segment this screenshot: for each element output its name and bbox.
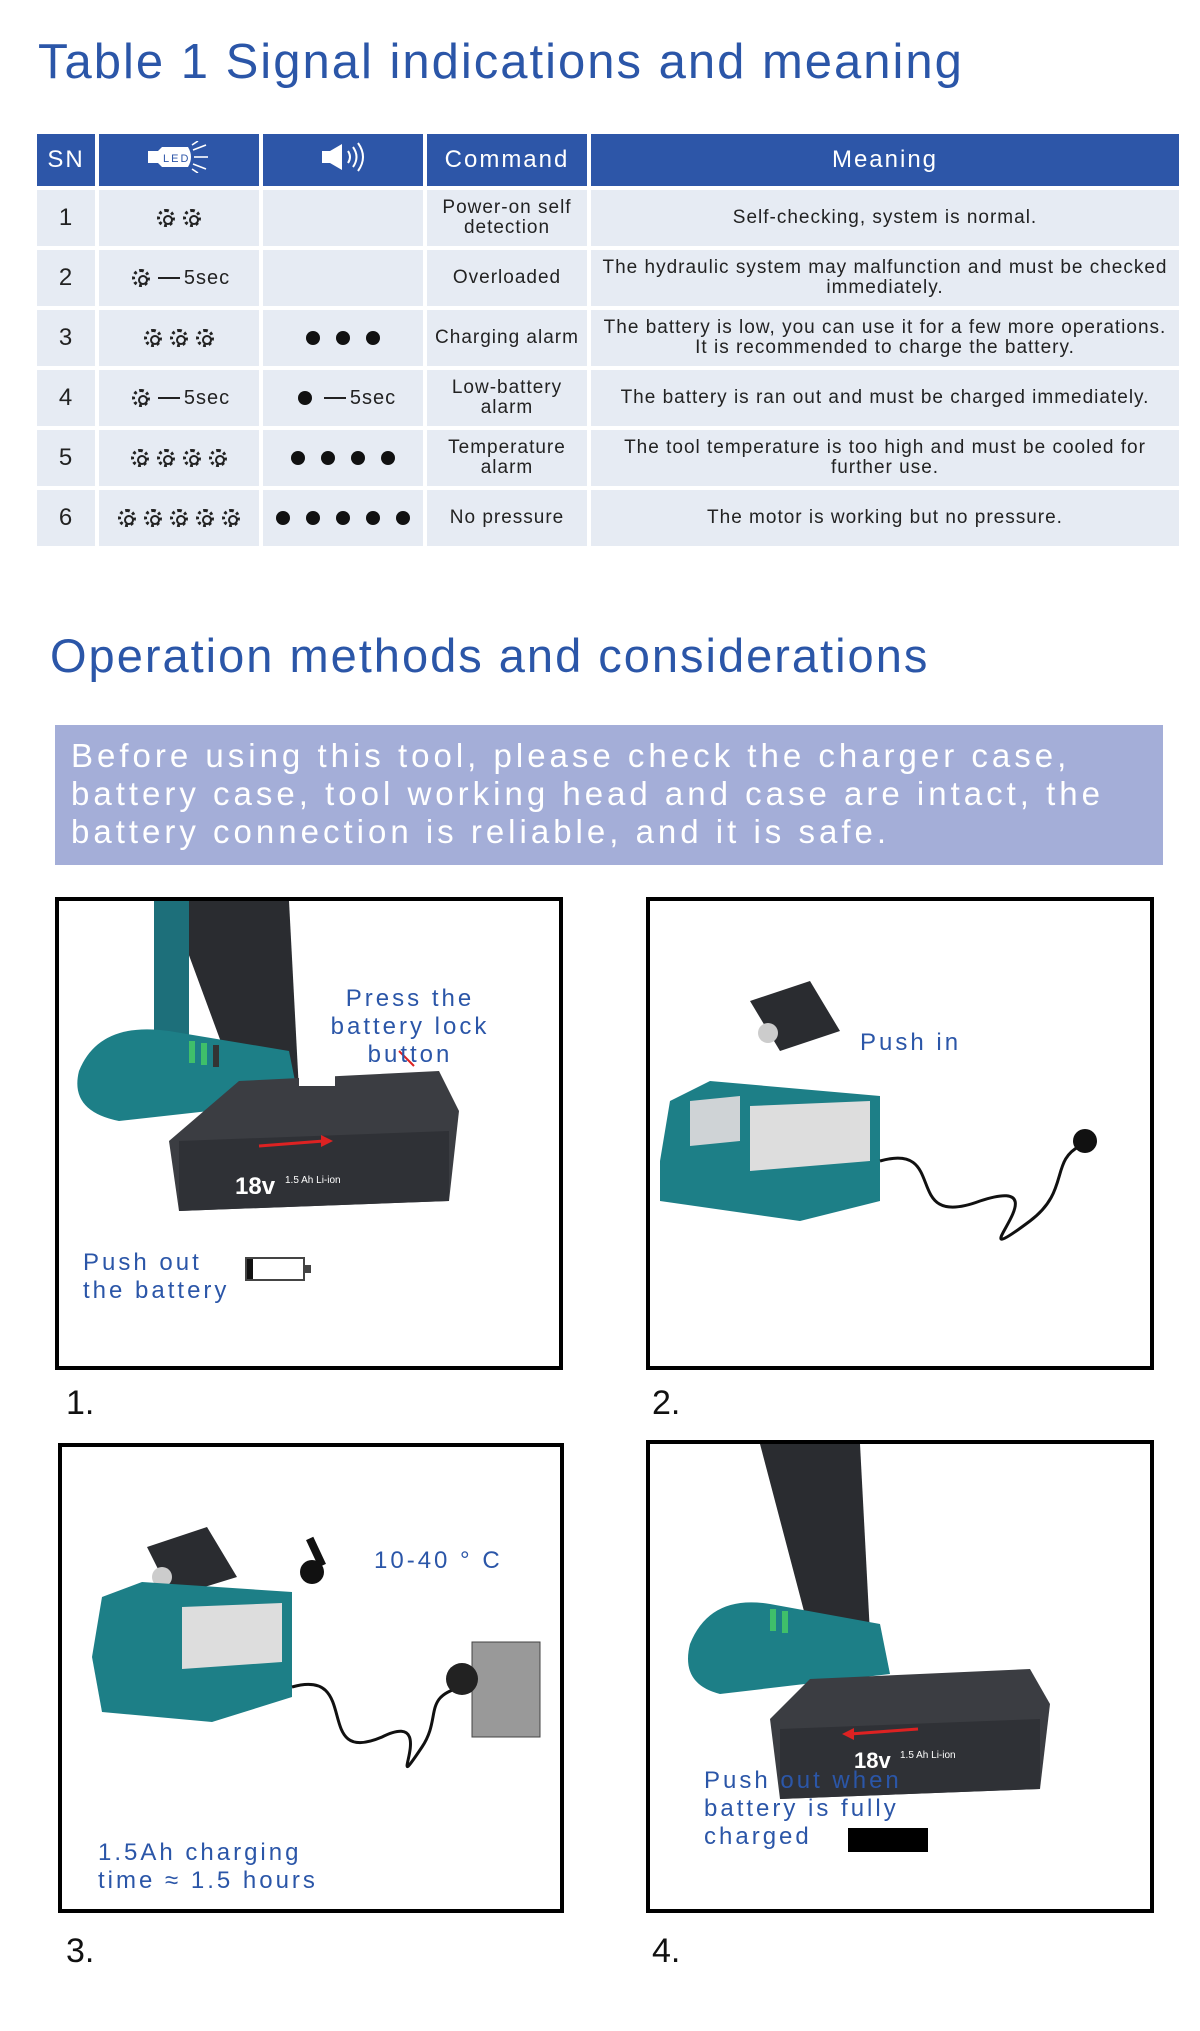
beep-dot-icon (291, 451, 305, 465)
beep-dot-icon (336, 511, 350, 525)
row-sn: 3 (37, 310, 95, 366)
led-flash-icon (183, 209, 201, 227)
led-signal-cell (99, 310, 259, 366)
header-led (99, 134, 259, 186)
led-light-icon (144, 141, 214, 173)
beep-dot-icon (351, 451, 365, 465)
row-sn: 1 (37, 190, 95, 246)
battery-voltage-text: 18v (235, 1173, 276, 1200)
led-flash-icon (222, 509, 240, 527)
step-2-number: 2. (652, 1384, 681, 1422)
beep-dot-icon (381, 451, 395, 465)
row-command: Temperature alarm (427, 430, 587, 486)
row-meaning: The battery is ran out and must be charged immediately. (591, 370, 1179, 426)
led-signal-cell (99, 370, 259, 426)
sound-signal-cell (263, 310, 423, 366)
row-sn: 2 (37, 250, 95, 306)
led-flash-icon (131, 449, 149, 467)
table-row (37, 250, 1179, 306)
beep-dot-icon (306, 511, 320, 525)
led-flash-icon (157, 209, 175, 227)
header-meaning: Meaning (591, 134, 1179, 186)
signal-table (33, 130, 1183, 550)
press-lock-button-label: Press the battery lock button (330, 985, 490, 1068)
beep-dot-icon (306, 331, 320, 345)
beep-dot-icon (276, 511, 290, 525)
row-meaning: The tool temperature is too high and must be cooled for further use. (591, 430, 1179, 486)
step-3-number: 3. (66, 1932, 95, 1970)
beep-dot-icon (298, 391, 312, 405)
sound-signal-cell (263, 490, 423, 546)
beep-dot-icon (321, 451, 335, 465)
row-sn: 4 (37, 370, 95, 426)
beep-dot-icon (396, 511, 410, 525)
led-flash-icon (209, 449, 227, 467)
step-3-panel (58, 1443, 564, 1913)
row-command: Low-battery alarm (427, 370, 587, 426)
step-4-panel (646, 1440, 1154, 1913)
led-signal-cell (99, 190, 259, 246)
duration-dash (158, 397, 180, 399)
battery-voltage-text-step4: 18v (854, 1748, 891, 1773)
table-header-row (37, 134, 1179, 186)
led-flash-icon (196, 329, 214, 347)
table-row (37, 190, 1179, 246)
safety-notice: Before using this tool, please check the charger case, battery case, tool working head and case are intact, the battery connection is reliable, and it is safe. (55, 725, 1163, 865)
table-row (37, 490, 1179, 546)
push-in-label: Push in (860, 1029, 962, 1056)
led-flash-icon (170, 509, 188, 527)
battery-level-icon (245, 1257, 305, 1281)
charging-time-label: 1.5Ah charging time ≈ 1.5 hours (98, 1839, 318, 1894)
battery-charger-illustration (650, 901, 1150, 1366)
step-2-panel (646, 897, 1154, 1370)
push-out-when-charged-label: Push out when battery is fully charged (704, 1767, 902, 1850)
led-flash-icon (144, 509, 162, 527)
led-flash-icon (144, 329, 162, 347)
table-row (37, 370, 1179, 426)
led-signal-cell (99, 430, 259, 486)
led-flash-icon (118, 509, 136, 527)
table-row (37, 430, 1179, 486)
header-command: Command (427, 134, 587, 186)
step-4-number: 4. (652, 1932, 681, 1970)
battery-type-text-step4: 1.5 Ah Li-ion (900, 1750, 956, 1761)
header-sn: SN (37, 134, 95, 186)
step-1-panel (55, 897, 563, 1370)
temperature-range-label: 10-40 ° C (374, 1547, 503, 1574)
row-sn: 5 (37, 430, 95, 486)
duration-dash (324, 397, 346, 399)
table-title: Table 1 Signal indications and meaning (38, 35, 964, 89)
led-flash-icon (157, 449, 175, 467)
led-flash-icon (183, 449, 201, 467)
duration-dash (158, 277, 180, 279)
beep-dot-icon (366, 331, 380, 345)
row-meaning: The hydraulic system may malfunction and must be checked immediately. (591, 250, 1179, 306)
row-command: Overloaded (427, 250, 587, 306)
row-command: Power-on self detection (427, 190, 587, 246)
led-duration: 5sec (183, 386, 231, 409)
beep-dot-icon (336, 331, 350, 345)
row-command: Charging alarm (427, 310, 587, 366)
header-buzzer (263, 134, 423, 186)
led-flash-icon (196, 509, 214, 527)
led-flash-icon (132, 389, 150, 407)
battery-type-text: 1.5 Ah Li-ion (285, 1175, 341, 1186)
row-meaning: The battery is low, you can use it for a few more operations. It is recommended to charge the battery. (591, 310, 1179, 366)
table-row (37, 310, 1179, 366)
row-sn: 6 (37, 490, 95, 546)
svg-text:LED: LED (163, 152, 191, 165)
led-duration: 5sec (183, 266, 231, 289)
beep-duration: 5sec (349, 386, 397, 409)
sound-signal-cell (263, 430, 423, 486)
led-flash-icon (132, 269, 150, 287)
sound-signal-cell (263, 370, 423, 426)
led-signal-cell (99, 490, 259, 546)
led-signal-cell (99, 250, 259, 306)
row-meaning: Self-checking, system is normal. (591, 190, 1179, 246)
step-1-number: 1. (66, 1384, 95, 1422)
row-meaning: The motor is working but no pressure. (591, 490, 1179, 546)
led-flash-icon (170, 329, 188, 347)
sound-signal-cell (263, 250, 423, 306)
beep-dot-icon (366, 511, 380, 525)
push-out-battery-label: Push out the battery (83, 1249, 230, 1304)
row-command: No pressure (427, 490, 587, 546)
buzzer-icon (308, 141, 378, 173)
section-title: Operation methods and considerations (50, 629, 930, 682)
sound-signal-cell (263, 190, 423, 246)
